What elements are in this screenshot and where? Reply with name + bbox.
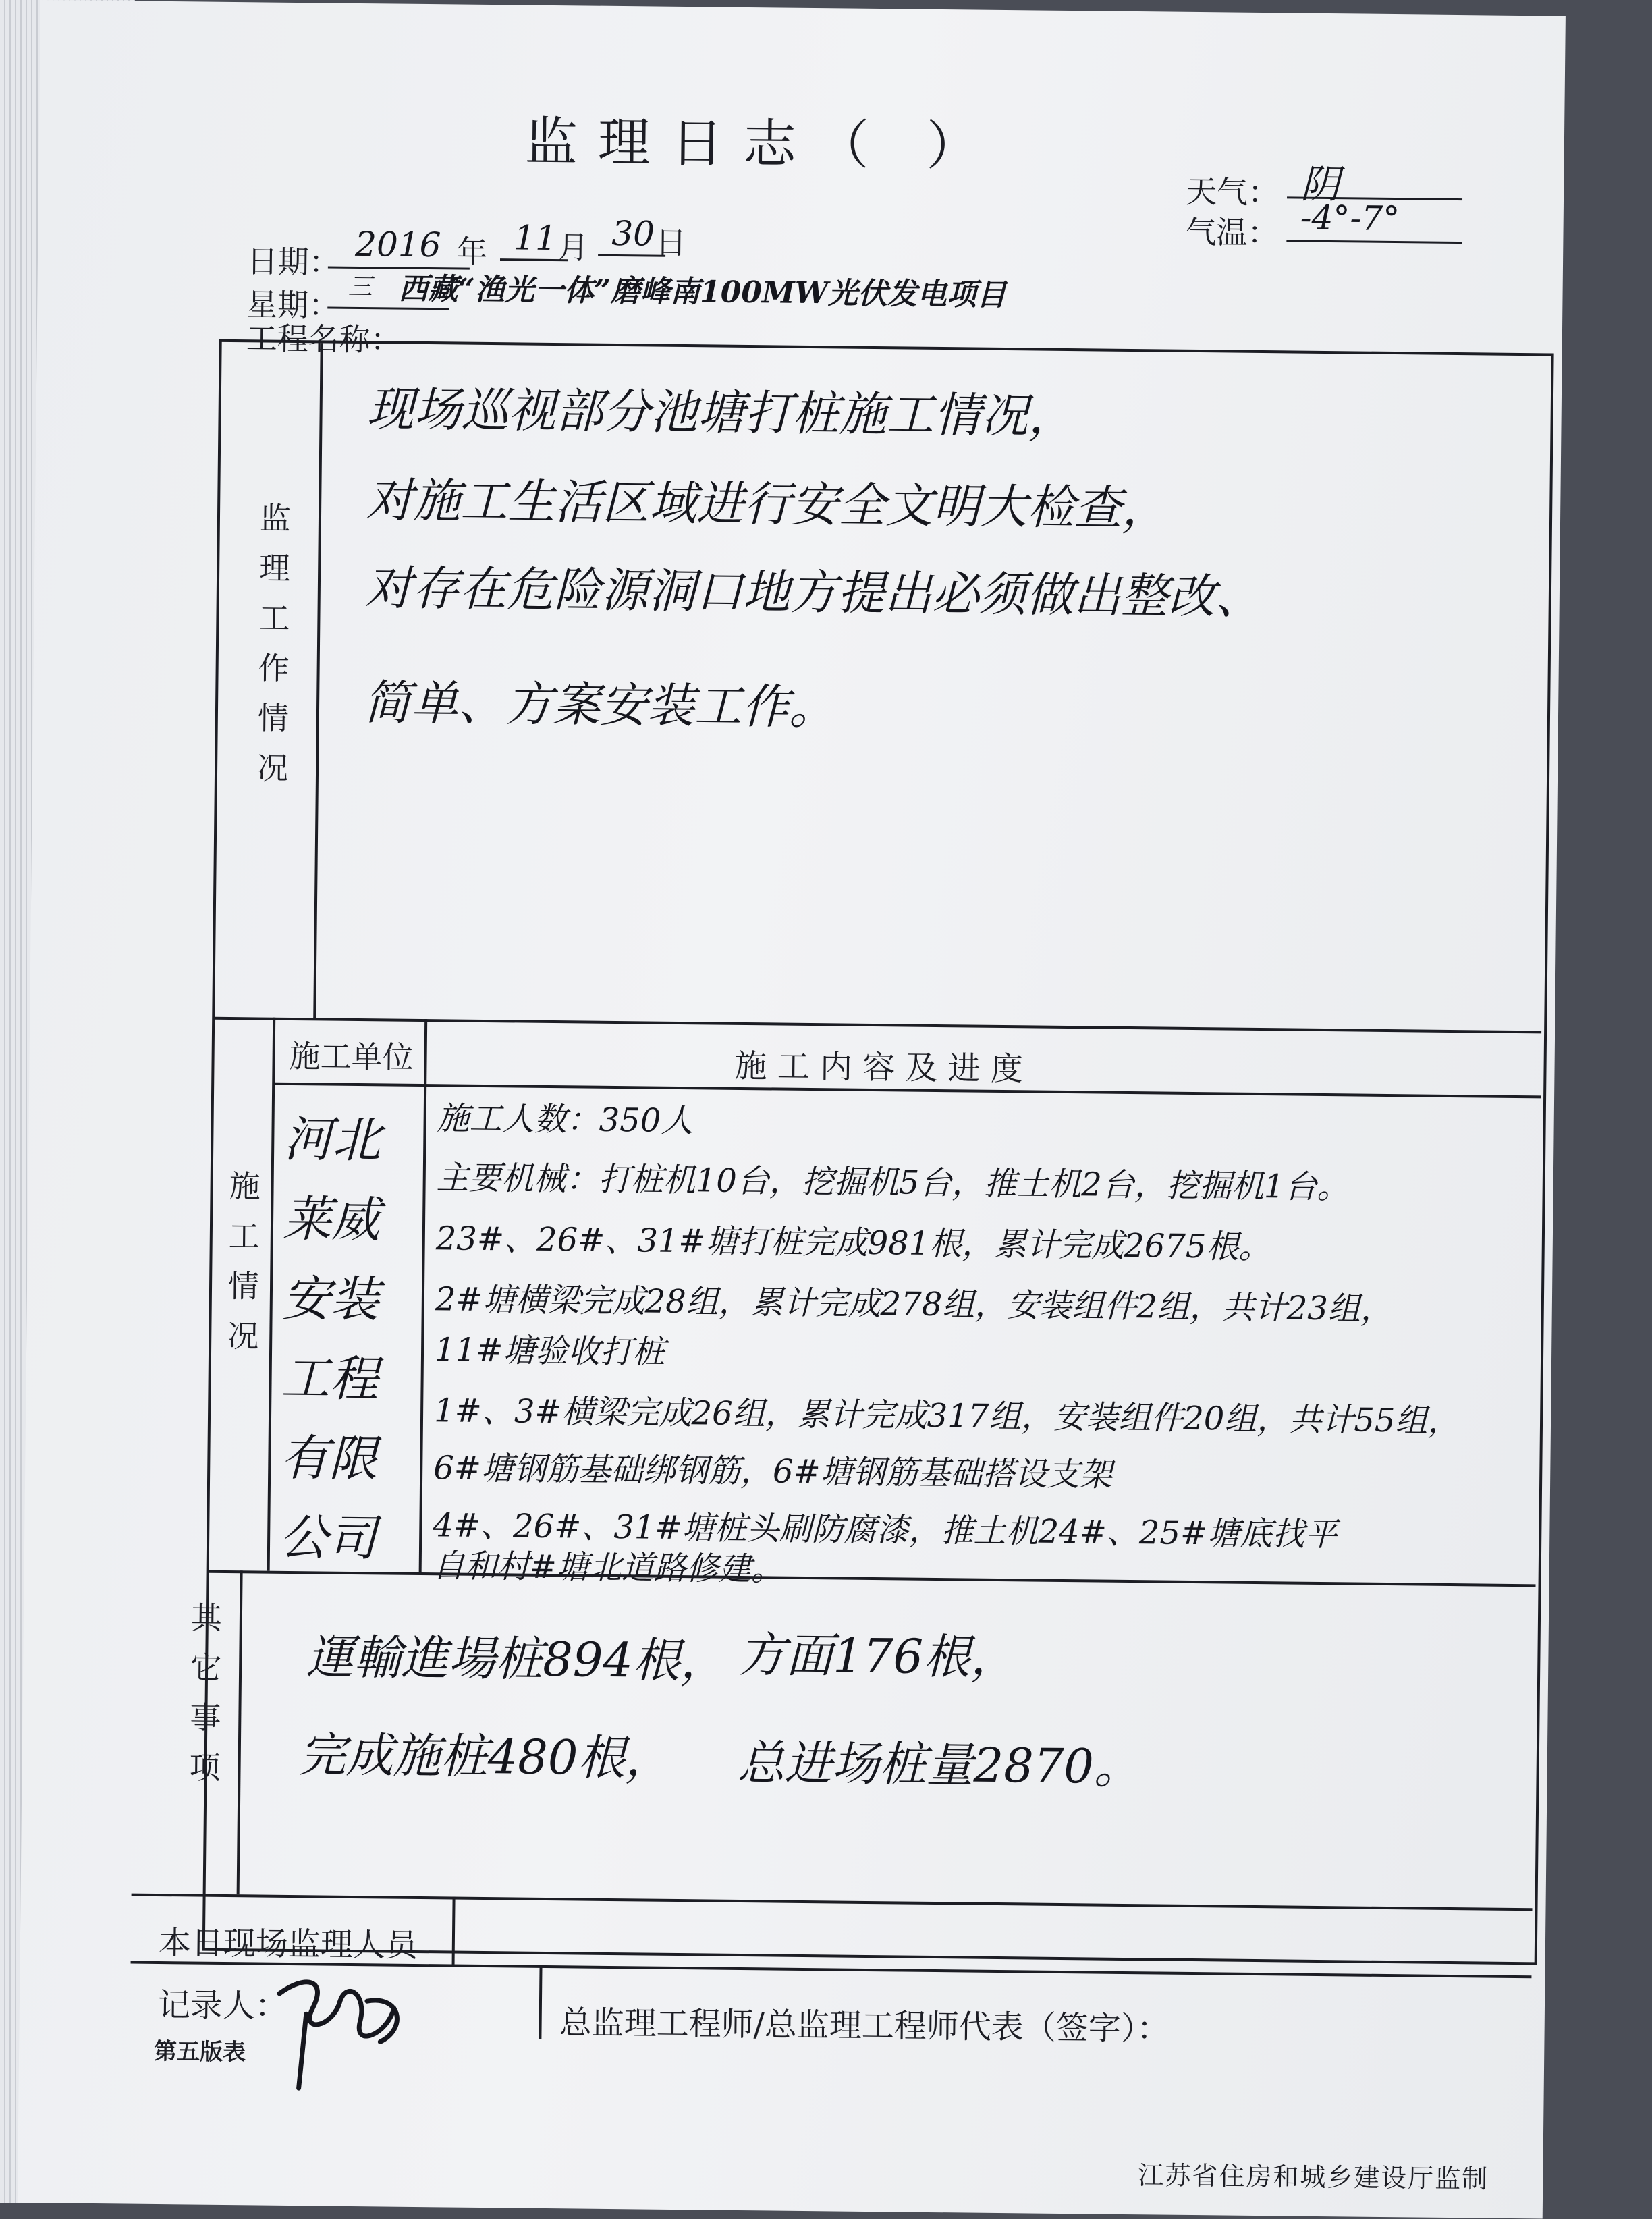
year-label: 年 (456, 233, 488, 270)
log-page (18, 0, 1566, 2218)
progress-line-5: 11#塘验收打桩 (434, 1331, 665, 1371)
other-matters-label: 其它事项 (184, 1601, 223, 1801)
progress-line-6: 1#、3#横梁完成26组，累计完成317组，安装组件20组，共计55组， (433, 1392, 1460, 1441)
weekday-label: 星期： (246, 286, 340, 324)
progress-line-7: 6#塘钢筋基础绑钢筋，6#塘钢筋基础搭设支架 (433, 1449, 1113, 1494)
other-line-1-right: 方面176根， (738, 1626, 1018, 1686)
page-title: 监理日志（ ） (524, 111, 1000, 177)
other-line-2-left: 完成施桩480根， (298, 1727, 673, 1786)
day-value: 30 (598, 214, 666, 257)
other-line-1-left: 運輸進場桩894根， (306, 1629, 728, 1689)
month-label: 月 (557, 229, 589, 266)
weekday-value: 三 (327, 267, 449, 310)
progress-line-1: 施工人数：350人 (437, 1099, 694, 1141)
construction-label: 施工情况 (222, 1169, 261, 1370)
recorder-signature (265, 1953, 421, 2110)
year-value: 2016 (328, 224, 470, 269)
unit-header: 施工单位 (289, 1037, 414, 1076)
project-name: 西藏“渔光一体”磨峰南100MW光伏发电项目 (398, 271, 1007, 313)
work-line-4: 简单、方案安装工作。 (363, 675, 837, 736)
onsite-staff-label: 本日现场监理人员 (158, 1923, 418, 1965)
progress-line-8: 4#、26#、31#塘桩头刷防腐漆，推土机24#、25#塘底找平 (433, 1506, 1338, 1554)
progress-line-4: 2#塘横梁完成28组，累计完成278组，安装组件2组，共计23组， (435, 1280, 1394, 1329)
footer-organization: 江苏省住房和城乡建设厅监制 (1138, 2160, 1489, 2194)
weather-value: 阴 (1287, 152, 1463, 200)
construction-unit-name: 河北莱威安装工程有限公司 (279, 1110, 381, 1567)
temperature-value: -4°-7° (1286, 198, 1462, 244)
progress-line-9: 自和村#塘北道路修建。 (432, 1547, 784, 1589)
supervision-work-label: 监理工作情况 (252, 501, 292, 802)
day-label: 日 (655, 224, 687, 262)
work-line-1: 现场巡视部分池塘打桩施工情况， (366, 381, 1076, 445)
progress-line-3: 23#、26#、31#塘打桩完成981根，累计完成2675根。 (435, 1220, 1271, 1267)
project-label: 工程名称： (246, 320, 402, 358)
other-line-2-right: 总进场桩量2870。 (737, 1734, 1142, 1795)
work-line-2: 对施工生活区域进行安全文明大检查， (365, 472, 1169, 537)
work-line-3: 对存在危险源洞口地方提出必须做出整改、 (364, 560, 1263, 626)
progress-header: 施 工 内 容 及 进 度 (734, 1047, 1024, 1089)
weather-label: 天气： (1185, 173, 1279, 211)
temperature-label: 气温： (1185, 213, 1279, 252)
recorder-label: 记录人： (157, 1985, 288, 2025)
chief-engineer-signature-label: 总监理工程师/总监理工程师代表（签字）： (559, 2004, 1170, 2048)
edition-label: 第五版表 (153, 2037, 246, 2066)
month-value: 11 (500, 218, 568, 261)
progress-line-2: 主要机械：打桩机10台，挖掘机5台，推土机2台，挖掘机1台。 (436, 1159, 1350, 1207)
date-label: 日期： (246, 243, 341, 281)
